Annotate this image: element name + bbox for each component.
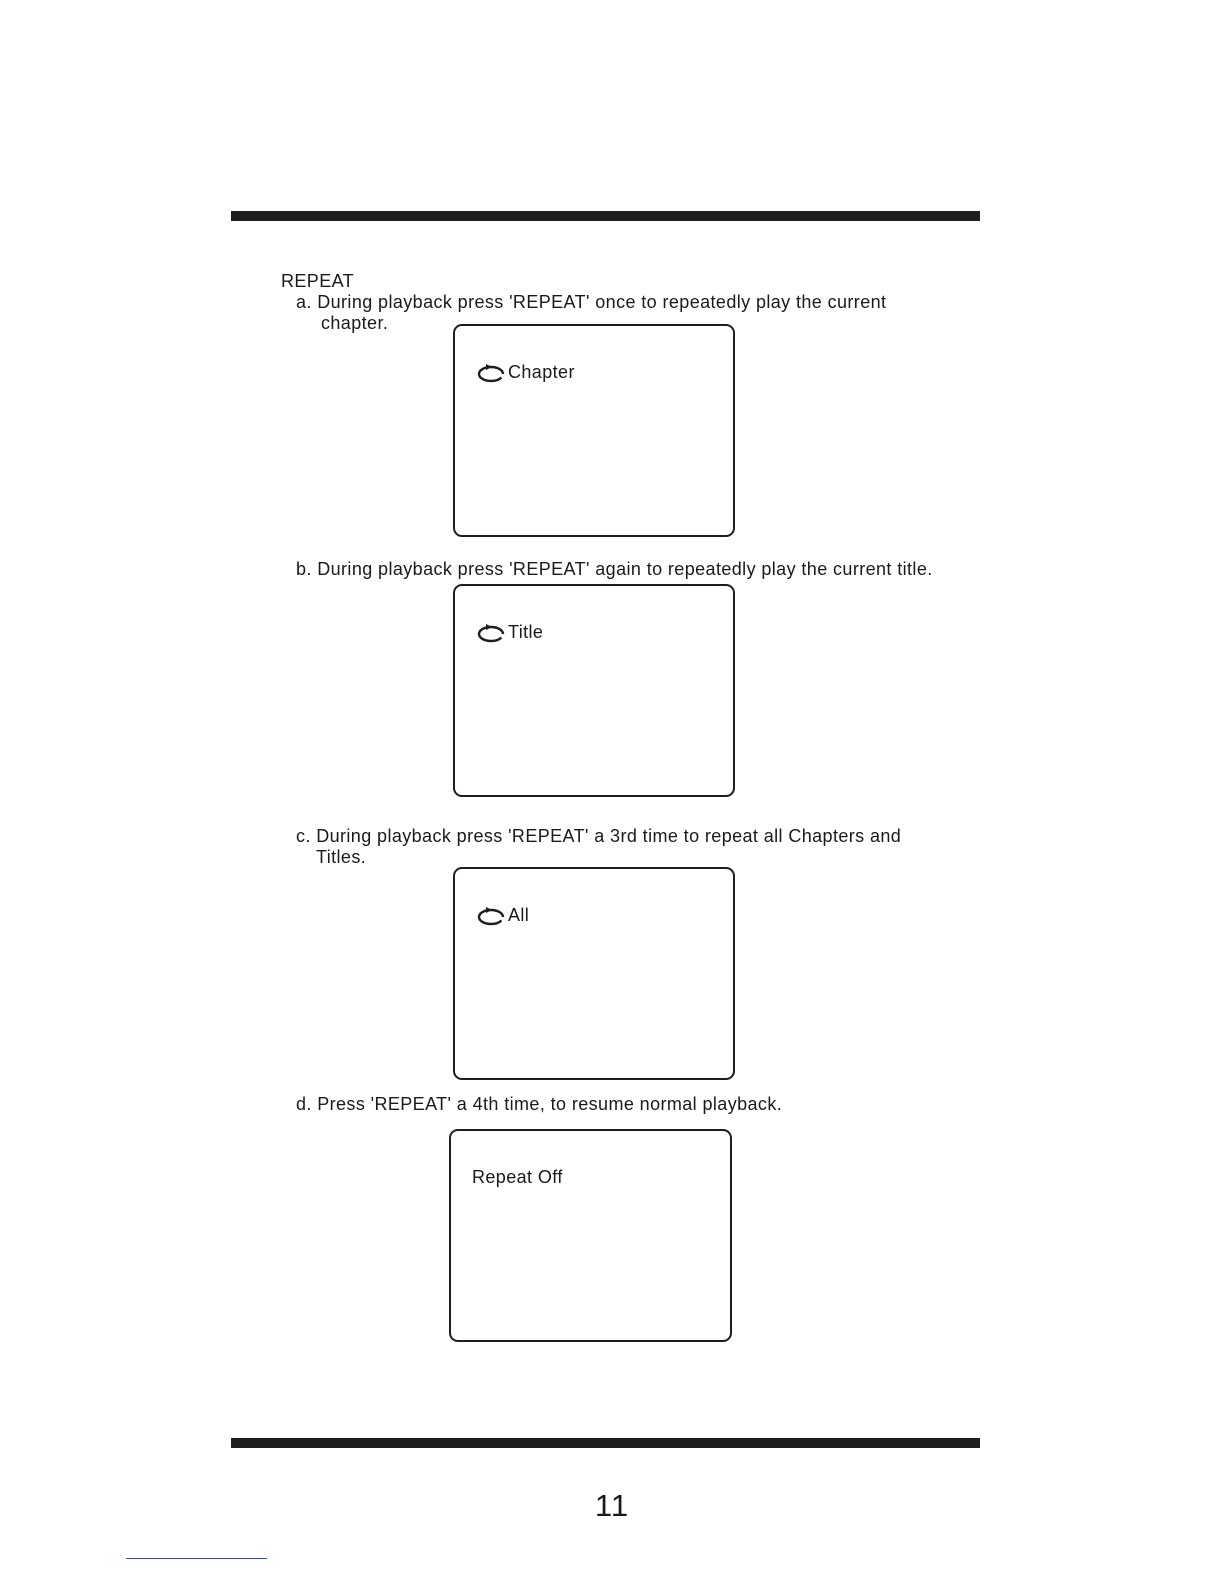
- step-b-osd: [477, 622, 543, 643]
- step-a-text-line2: chapter.: [321, 313, 389, 333]
- step-c-osd: [477, 905, 529, 926]
- step-d-osd: [472, 1167, 563, 1188]
- repeat-icon: [477, 363, 507, 383]
- step-b-text-line1: b. During playback press 'REPEAT' again to repeatedly play the current title.: [296, 559, 933, 579]
- repeat-icon: [477, 623, 507, 643]
- step-b-osd-label: Title: [508, 622, 544, 642]
- step-a-osd-screen: [453, 324, 735, 537]
- step-d-osd-label: Repeat Off: [472, 1167, 563, 1187]
- page-number: 11: [594, 1488, 630, 1523]
- step-d-text-line1: d. Press 'REPEAT' a 4th time, to resume normal playback.: [296, 1094, 783, 1114]
- section-title: REPEAT: [281, 271, 355, 291]
- step-a-text-line1: a. During playback press 'REPEAT' once to repeatedly play the current: [296, 292, 887, 312]
- bottom-rule: [231, 1438, 980, 1448]
- repeat-icon: [477, 906, 507, 926]
- step-c-osd-label: All: [508, 905, 530, 925]
- step-c-text-line2: Titles.: [316, 847, 367, 867]
- step-b-osd-screen: [453, 584, 735, 797]
- step-c-text-line1: c. During playback press 'REPEAT' a 3rd time to repeat all Chapters and: [296, 826, 902, 846]
- footer-link-underline[interactable]: [126, 1558, 267, 1559]
- step-d-osd-screen: [449, 1129, 732, 1342]
- step-a-osd-label: Chapter: [508, 362, 575, 382]
- top-rule: [231, 211, 980, 221]
- step-a-osd: [477, 362, 575, 383]
- step-c-osd-screen: [453, 867, 735, 1080]
